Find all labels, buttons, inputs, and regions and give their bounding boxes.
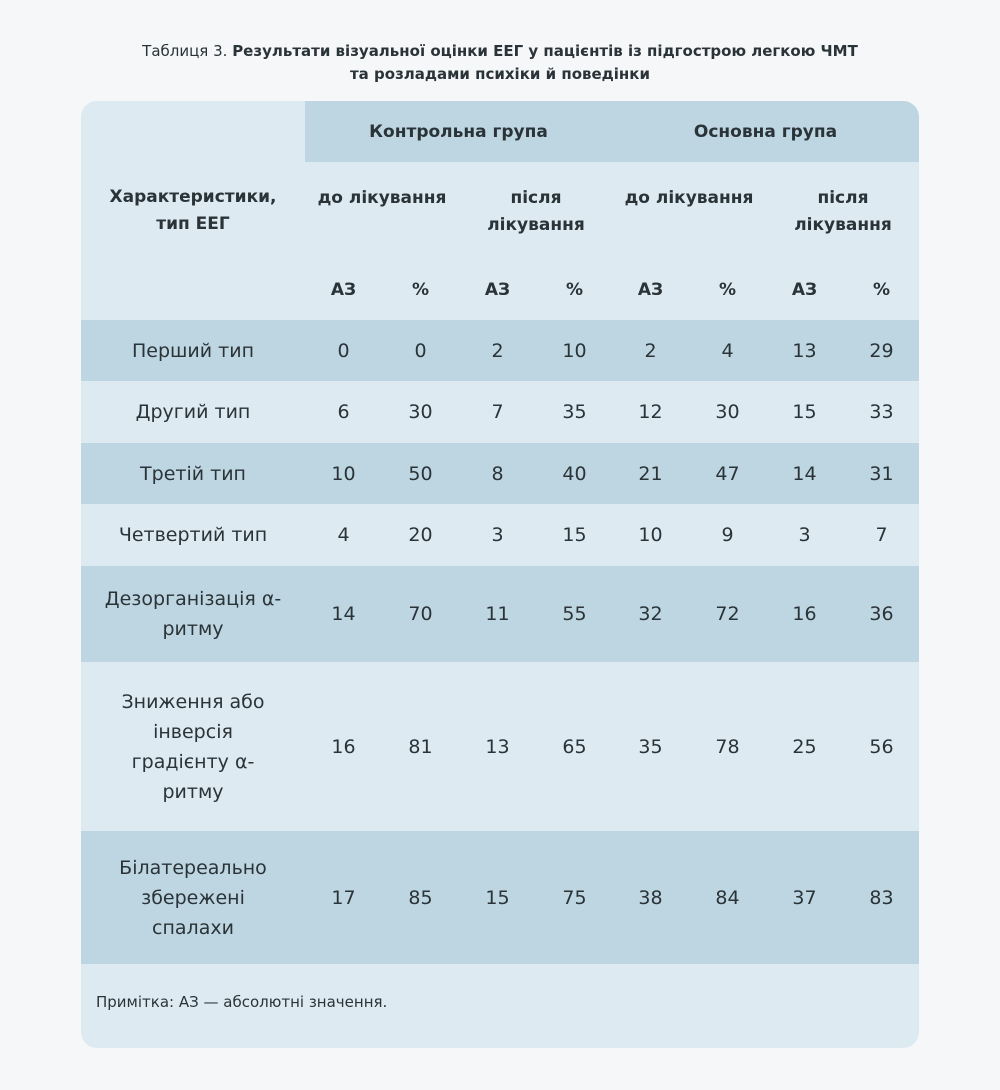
header-main-after: після лікування [794, 188, 892, 235]
cell-value: 33 [869, 401, 894, 423]
header-unit-abs: АЗ [637, 280, 664, 300]
cell-value: 40 [562, 462, 587, 485]
row-label: Перший тип [132, 339, 254, 362]
header-main-group: Основна група [612, 101, 919, 162]
cell-value: 56 [869, 735, 894, 758]
row-label: Четвертий тип [118, 524, 268, 546]
header-unit-pct: % [565, 280, 584, 300]
cell-value: 85 [408, 886, 433, 909]
row-label: Білатереально збережені спалахи [119, 856, 267, 939]
header-unit-abs: АЗ [791, 280, 818, 300]
cell-value: 78 [715, 735, 740, 758]
header-control-after: після лікування [487, 188, 585, 235]
cell-value: 14 [792, 462, 817, 485]
cell-value: 15 [792, 401, 817, 423]
cell-value: 3 [798, 524, 811, 546]
cell-value: 8 [491, 462, 504, 485]
cell-value: 83 [869, 886, 894, 909]
cell-value: 50 [408, 462, 433, 485]
cell-value: 81 [408, 735, 433, 758]
cell-value: 47 [715, 462, 740, 485]
cell-value: 10 [331, 462, 356, 485]
header-characteristics: Характеристики, тип ЕЕГ [109, 186, 277, 234]
cell-value: 2 [491, 339, 504, 362]
cell-value: 55 [562, 603, 587, 625]
cell-value: 0 [337, 339, 350, 362]
cell-value: 30 [715, 401, 740, 423]
cell-value: 0 [414, 339, 427, 362]
table-row [81, 320, 919, 381]
cell-value: 6 [337, 401, 350, 423]
cell-value: 35 [562, 401, 587, 423]
cell-value: 32 [638, 603, 663, 625]
table-row [81, 381, 919, 443]
cell-value: 70 [408, 603, 433, 625]
row-label: Дезорганізація α-ритму [104, 588, 282, 640]
header-main-before: до лікування [624, 188, 754, 208]
header-unit-abs: АЗ [330, 280, 357, 300]
table-row [81, 443, 919, 504]
header-unit-pct: % [872, 280, 891, 300]
row-label: Другий тип [135, 401, 251, 423]
table-row [81, 662, 919, 831]
header-control-group: Контрольна група [305, 101, 612, 162]
cell-value: 30 [408, 401, 433, 423]
header-control-before: до лікування [317, 188, 447, 208]
cell-value: 84 [715, 886, 740, 909]
header-unit-abs: АЗ [484, 280, 511, 300]
cell-value: 75 [562, 886, 587, 909]
cell-value: 3 [491, 524, 504, 546]
cell-value: 2 [644, 339, 657, 362]
cell-value: 20 [408, 524, 433, 546]
cell-value: 7 [875, 524, 888, 546]
cell-value: 7 [491, 401, 504, 423]
table-card [81, 101, 919, 1048]
cell-value: 13 [792, 339, 817, 362]
caption-title-line1: Результати візуальної оцінки ЕЕГ у пацієнтів із підгострою легкою ЧМТ [232, 42, 858, 60]
header-unit-pct: % [718, 280, 737, 300]
cell-value: 9 [721, 524, 734, 546]
cell-value: 29 [869, 339, 894, 362]
table-row [81, 566, 919, 662]
cell-value: 4 [721, 339, 734, 362]
caption-title-line2: та розладами психіки й поведінки [349, 65, 650, 83]
cell-value: 16 [331, 735, 356, 758]
cell-value: 17 [331, 886, 356, 909]
cell-value: 12 [638, 401, 663, 423]
cell-value: 31 [869, 462, 894, 485]
cell-value: 25 [792, 735, 817, 758]
cell-value: 11 [485, 603, 510, 625]
cell-value: 13 [485, 735, 510, 758]
table-note: Примітка: АЗ — абсолютні значення. [96, 993, 388, 1011]
cell-value: 35 [638, 735, 663, 758]
table-row [81, 504, 919, 566]
header-unit-pct: % [411, 280, 430, 300]
table-caption [0, 40, 1000, 86]
cell-value: 14 [331, 603, 356, 625]
cell-value: 65 [562, 735, 587, 758]
cell-value: 37 [792, 886, 817, 909]
cell-value: 10 [638, 524, 663, 546]
cell-value: 21 [638, 462, 663, 485]
cell-value: 36 [869, 603, 894, 625]
caption-prefix: Таблиця 3. [142, 42, 233, 60]
row-label: Зниження або інверсія градієнту α-ритму [121, 690, 265, 803]
cell-value: 15 [485, 886, 510, 909]
cell-value: 72 [715, 603, 740, 625]
cell-value: 10 [562, 339, 587, 362]
cell-value: 38 [638, 886, 663, 909]
cell-value: 16 [792, 603, 817, 625]
table-row [81, 831, 919, 964]
cell-value: 15 [562, 524, 587, 546]
row-label: Третій тип [140, 462, 246, 485]
cell-value: 4 [337, 524, 350, 546]
